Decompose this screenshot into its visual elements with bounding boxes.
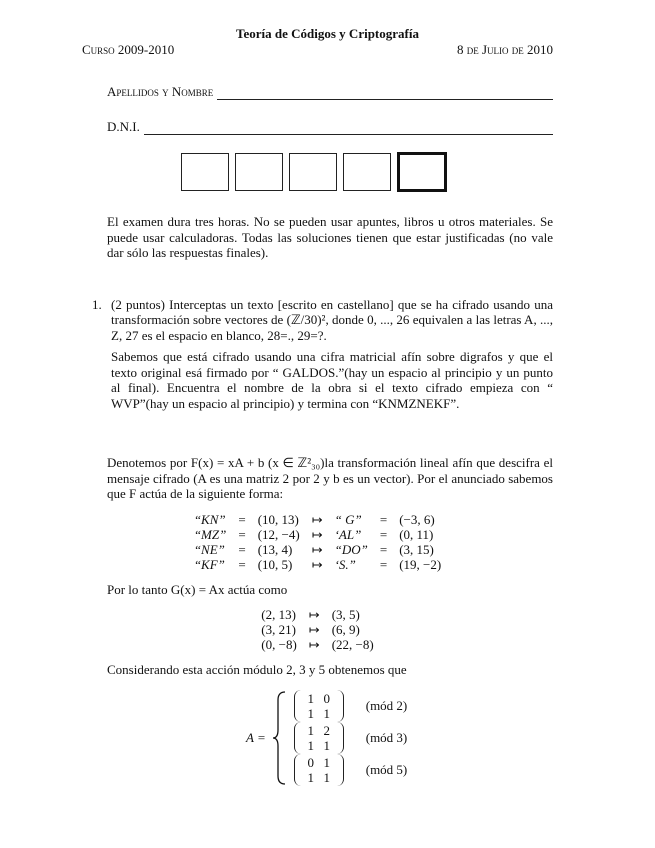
grade-boxes [181,153,553,192]
problem-number: 1. [92,296,102,312]
matrix-entry: 1 [307,737,314,753]
matrix-entry: 1 [323,705,330,721]
table-row [188,557,447,572]
cell: “KN” [193,511,226,527]
solution-intro: Denotemos por F(x) = xA + b (x ∈ ℤ²₃₀)la transformación lineal afín que descifra el mensaje cifrado (A es una matriz 2 por 2 y b es un vector). Por el anunciado sabemos que F actúa de la siguiente forma: [107,455,553,501]
cell: = [238,526,246,542]
cell: = [238,541,246,557]
cell: ‘S.” [334,556,356,572]
cell: “DO” [334,541,368,557]
matrix-entry: 0 [307,754,314,770]
modulus-label: (mód 3) [365,729,408,745]
modulus-label: (mód 5) [365,761,408,777]
course: Curso 2009-2010 [82,42,175,57]
cell: “MZ” [193,526,227,542]
cell: = [379,541,388,557]
linear-mapping-table [255,607,379,652]
matrix-entry: 2 [323,722,330,738]
matrix-entry: 1 [307,705,314,721]
cell: (10, 13) [257,511,299,527]
cell: (22, −8) [331,637,374,652]
cell: ↦ [311,556,323,572]
matrix-entry: 1 [307,769,314,785]
cell: (2, 13) [261,607,296,622]
problem-details: Sabemos que está cifrado usando una cifra matricial afín sobre digrafos y que el texto original esá firmado por “ GALDOS.”(hay un espacio al principio y un punto al final). Encuentra el nombre de la obra si el texto cifrado empieza con “ WVP”(hay un espacio al principio) y termina con “KNMZNEKF”. [111,349,553,411]
cell: ↦ [308,637,320,652]
cell: (19, −2) [399,556,442,572]
grade-box [235,153,283,191]
matrix-entry: 1 [307,690,314,706]
table-row [255,622,379,637]
name-row [107,84,553,100]
solution-linear-intro: Por lo tanto G(x) = Ax actúa como [107,581,288,597]
cell: ‘AL” [334,526,362,542]
name-field[interactable] [217,87,553,100]
instructions: El examen dura tres horas. No se pueden usar apuntes, libros u otros materiales. Se puede usar calculadoras. Todas las soluciones tienen que estar justificadas (no vale dar sólo las respuestas finales). [107,214,553,260]
table-row [255,607,379,622]
matrix-entry: 1 [323,754,330,770]
grade-box [343,153,391,191]
cell: ↦ [308,622,320,637]
cell: = [238,556,246,572]
cell: “ G” [334,511,362,527]
cell: (3, 5) [331,607,360,622]
table-row [188,527,447,542]
cell: ↦ [308,607,320,622]
matrix-entry: 1 [323,769,330,785]
cell: = [379,511,388,527]
cell: ↦ [311,511,323,527]
cell: (13, 4) [257,541,293,557]
left-brace-icon [272,690,288,786]
affine-mapping-table [188,512,447,572]
dni-label: D.N.I. [107,119,140,134]
cell: ↦ [311,541,323,557]
cell: (0, 11) [399,526,434,542]
cell: “KF” [193,556,225,572]
matrix-mod-2 [294,690,408,722]
cell: (0, −8) [261,637,297,652]
dni-row [107,119,553,135]
name-label: Apellidos y Nombre [107,84,214,99]
header-row [82,42,553,58]
cell: (3, 15) [399,541,434,557]
solution-modular-intro: Considerando esta acción módulo 2, 3 y 5 obtenemos que [107,662,407,677]
modulus-label: (mód 2) [365,697,408,713]
cell: (3, 21) [261,622,296,637]
matrix-a-cases [246,690,553,786]
table-row [188,512,447,527]
cell: = [379,526,388,542]
exam-date: 8 de Julio de 2010 [456,42,553,57]
matrix-mod-5 [294,754,408,786]
problem-statement: (2 puntos) Interceptas un texto [escrito en castellano] que se ha cifrado usando una transformación sobre vectores de (ℤ/30)², donde 0, ..., 26 equivalen a las letras A, ..., Z, 27 es el espacio en blanco, 28=., 29=?. [111,296,553,343]
grade-box [181,153,229,191]
cell: (10, 5) [257,556,293,572]
table-row [188,542,447,557]
matrix-a-label: A = [246,729,266,745]
table-row [255,637,379,652]
matrix-entry: 1 [323,737,330,753]
cell: (−3, 6) [399,511,435,527]
dni-field[interactable] [144,122,553,135]
cell: (6, 9) [331,622,360,637]
cell: = [379,556,388,572]
matrix-mod-3 [294,722,408,754]
cell: (12, −4) [257,526,300,542]
cell: “NE” [193,541,225,557]
cell: ↦ [311,526,323,542]
matrix-entry: 0 [323,690,330,706]
cell: = [238,511,246,527]
problem-1 [92,297,553,412]
exam-title: Teoría de Códigos y Criptografía [236,26,419,41]
grade-box [289,153,337,191]
matrix-entry: 1 [307,722,314,738]
total-grade-box [397,152,447,192]
